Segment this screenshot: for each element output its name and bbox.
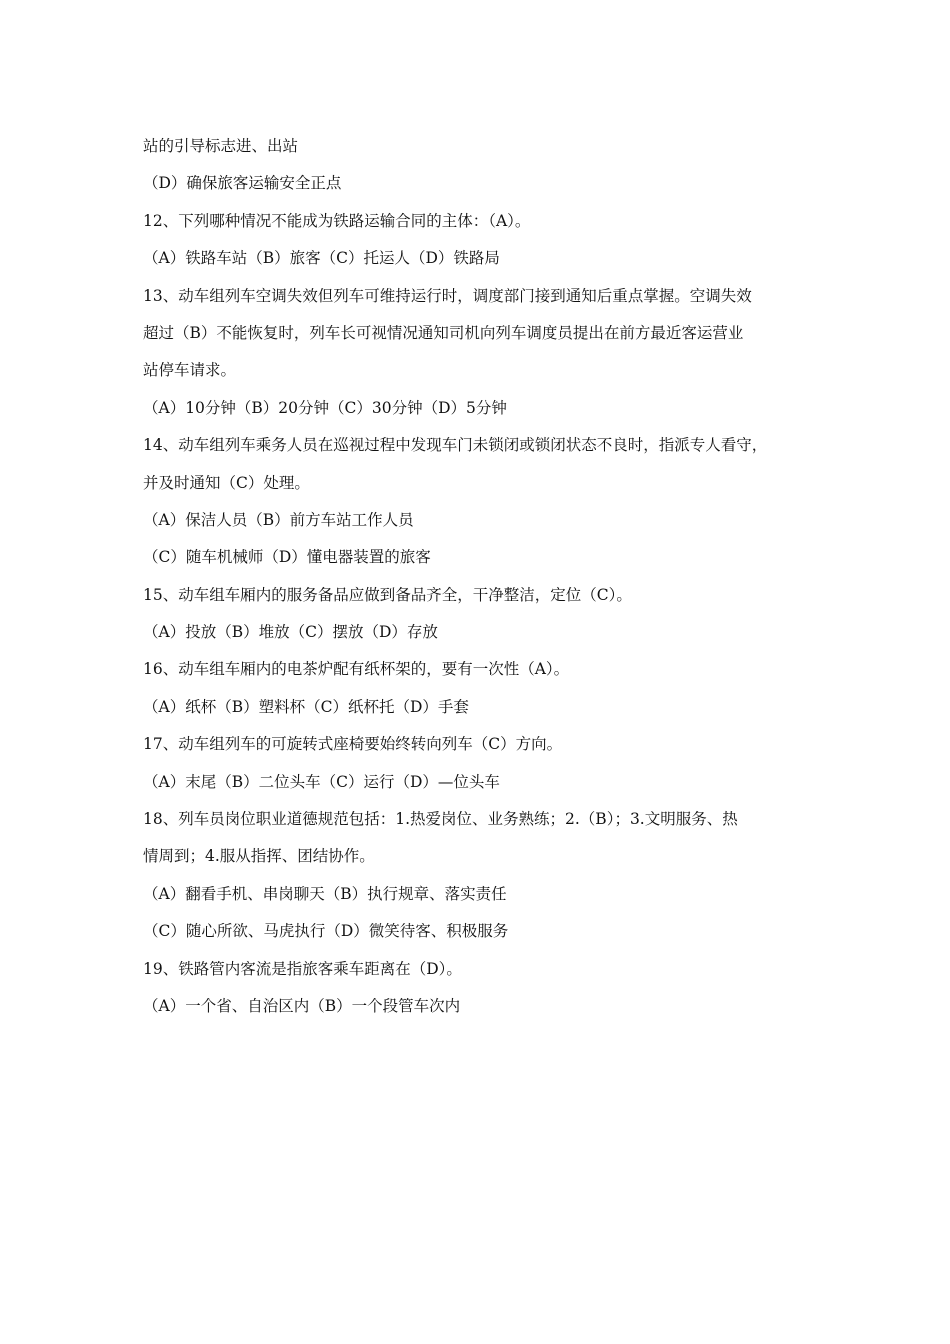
options-14: （A）保洁人员（B）前方车站工作人员 — [143, 510, 414, 529]
document-body — [143, 132, 823, 1029]
text-line: （D）确保旅客运输安全正点 — [143, 174, 342, 193]
question-15: 15、动车组车厢内的服务备品应做到备品齐全，干净整洁，定位（C）。 — [143, 585, 632, 604]
text-line: 情周到；4.服从指挥、团结协作。 — [143, 847, 375, 866]
options-13: （A）10分钟（B）20分钟（C）30分钟（D）5分钟 — [143, 398, 507, 417]
options-15: （A）投放（B）堆放（C）摆放（D）存放 — [143, 623, 438, 642]
question-18: 18、列车员岗位职业道德规范包括：1.热爱岗位、业务熟练；2.（B）；3.文明服务、热 — [143, 810, 738, 829]
text-line: 站的引导标志进、出站 — [143, 137, 299, 155]
question-19: 19、铁路管内客流是指旅客乘车距离在（D）。 — [143, 959, 462, 978]
options-19: （A）一个省、自治区内（B）一个段管车次内 — [143, 996, 461, 1015]
options-14: （C）随车机械师（D）懂电器装置的旅客 — [143, 548, 431, 567]
question-14: 14、动车组列车乘务人员在巡视过程中发现车门未锁闭或锁闭状态不良时，指派专人看守， — [143, 436, 768, 455]
question-16: 16、动车组车厢内的电茶炉配有纸杯架的，要有一次性（A）。 — [143, 660, 570, 679]
options-16: （A）纸杯（B）塑料杯（C）纸杯托（D）手套 — [143, 697, 469, 716]
options-17: （A）末尾（B）二位头车（C）运行（D）—位头车 — [143, 772, 500, 791]
question-17: 17、动车组列车的可旋转式座椅要始终转向列车（C）方向。 — [143, 735, 563, 754]
options-12: （A）铁路车站（B）旅客（C）托运人（D）铁路局 — [143, 249, 500, 268]
question-12: 12、下列哪种情况不能成为铁路运输合同的主体：（A）。 — [143, 211, 531, 230]
question-13: 13、动车组列车空调失效但列车可维持运行时，调度部门接到通知后重点掌握。空调失效 — [143, 286, 752, 305]
options-18: （C）随心所欲、马虎执行（D）微笑待客、积极服务 — [143, 922, 509, 941]
options-18: （A）翻看手机、串岗聊天（B）执行规章、落实责任 — [143, 884, 507, 903]
text-line: 站停车请求。 — [143, 361, 237, 380]
text-line: 超过（B）不能恢复时，列车长可视情况通知司机向列车调度员提出在前方最近客运营业 — [143, 323, 744, 342]
text-line: 并及时通知（C）处理。 — [143, 473, 310, 492]
